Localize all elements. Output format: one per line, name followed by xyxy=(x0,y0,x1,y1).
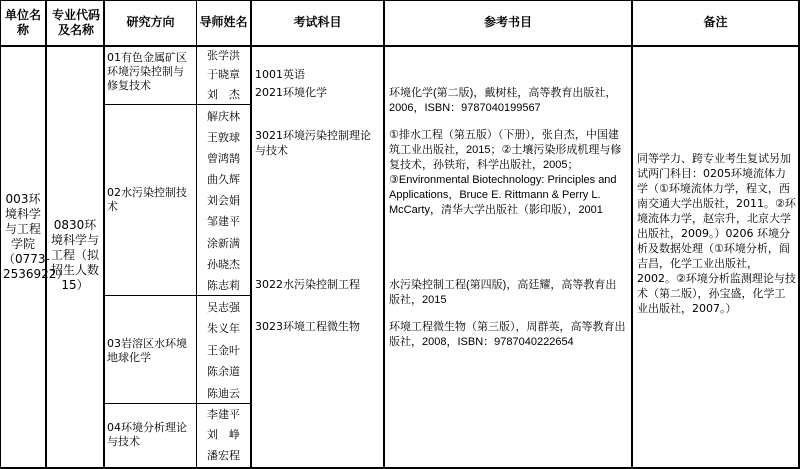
direction-04: 04环境分析理论与技术 xyxy=(107,421,187,448)
advisor-name: 曲久辉 xyxy=(207,173,240,187)
advisor-name: 王敦球 xyxy=(207,131,240,145)
direction-01: 01有色金属矿区环境污染控制与修复技术 xyxy=(107,51,187,92)
subject-pollution-control: 3021环境污染控制理论与技术 xyxy=(255,129,371,157)
grid-line xyxy=(0,45,800,47)
subject-water-pollution: 3022水污染控制工程 xyxy=(255,278,360,291)
advisor-name: 李建平 xyxy=(207,408,240,421)
advisor-name: 吴志强 xyxy=(207,301,240,314)
unit-phone: （0773-2536922） xyxy=(3,252,69,281)
major-name: 0830环境科学与工程（拟招生人数15） xyxy=(50,218,99,292)
advisor-name: 陈迪云 xyxy=(207,386,240,400)
grid-line xyxy=(250,0,252,469)
advisor-name: 陈余道 xyxy=(207,365,240,379)
advisor-name: 解庆林 xyxy=(207,110,240,123)
advisor-list-03 xyxy=(197,297,250,404)
notes-text: 同等学力、跨专业考生复试另加试两门科目：0205环境流体力学（①环境流体力学，程文，西南交通大学出版社，2011。②环境流体力学，赵宗升，北京大学出版社，2009。）0206 环境分析及数据处理（①环境分析，阎吉昌，化学工业出版社，2002。②环境分析监测理论与技术（第二版），孙宝盛，化学工业出版社，2007。） xyxy=(637,152,796,315)
header-major: 专业代码及名称 xyxy=(51,8,100,37)
grid-line xyxy=(383,0,385,469)
header-advisor: 导师姓名 xyxy=(199,15,248,29)
unit-name xyxy=(3,192,69,282)
book-env-chemistry: 环境化学(第二版)，戴树桂，高等教育出版社，2006，ISBN：9787040199567 xyxy=(389,87,617,114)
grid-line xyxy=(45,0,47,469)
advisor-name: 潘宏程 xyxy=(207,448,240,462)
header-direction: 研究方向 xyxy=(126,15,175,29)
grid-line xyxy=(631,0,633,469)
advisor-name: 孙晓杰 xyxy=(207,257,240,271)
header-unit: 单位名称 xyxy=(4,8,41,37)
book-water-pollution: 水污染控制工程(第四版)，高廷耀，高等教育出版社，2015 xyxy=(389,279,617,306)
advisor-name: 张学洪 xyxy=(207,49,240,62)
advisor-name: 于晓章 xyxy=(207,68,240,82)
subject-english: 1001英语 xyxy=(255,68,305,81)
advisor-name: 邹建平 xyxy=(207,215,240,229)
advisor-name: 王金叶 xyxy=(207,343,240,357)
direction-03: 03岩溶区水环境地球化学 xyxy=(107,337,187,364)
header-subjects: 考试科目 xyxy=(293,15,342,29)
advisor-name: 刘会娟 xyxy=(207,194,240,208)
advisor-list-04 xyxy=(197,405,250,466)
subject-microbiology: 3023环境工程微生物 xyxy=(255,320,360,333)
book-microbiology: 环境工程微生物（第三版），周群英，高等教育出版社，2008，ISBN：9787040222654 xyxy=(389,321,626,348)
grid-line xyxy=(0,0,800,1)
advisor-name: 陈志莉 xyxy=(207,278,240,292)
advisor-name: 涂新满 xyxy=(207,236,240,250)
grid-line xyxy=(0,0,1,469)
header-books: 参考书目 xyxy=(483,15,532,29)
advisor-name: 朱义年 xyxy=(207,322,240,336)
direction-02: 02水污染控制技术 xyxy=(107,186,187,213)
subject-env-chemistry: 2021环境化学 xyxy=(255,86,327,99)
unit-code-name: 003环境科学与工程学院 xyxy=(4,192,41,251)
book-pollution-control: ①排水工程（第五版）（下册），张自杰，中国建筑工业出版社，2015；②土壤污染形成机理与修复技术，孙铁珩，科学出版社，2005；③Environmental Biotechnology: Principles and Applications，Bruce E. Rittmann & Perry L. McCarty，清华大学出版社（影印版），2001 xyxy=(389,129,622,216)
header-notes: 备注 xyxy=(703,15,728,29)
advisor-name: 刘 杰 xyxy=(207,87,240,101)
advisor-name: 刘 峥 xyxy=(207,428,240,442)
advisor-list-02 xyxy=(197,106,250,296)
advisor-list-01 xyxy=(197,46,250,104)
grid-line xyxy=(103,0,105,469)
advisor-name: 曾鸿鹄 xyxy=(207,152,240,166)
